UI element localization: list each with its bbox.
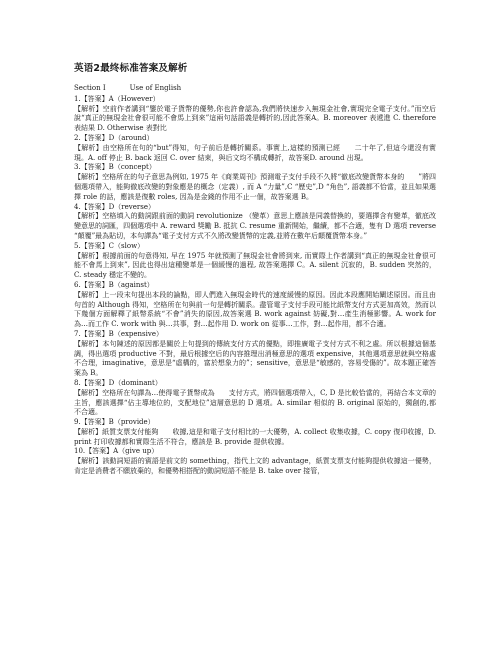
answer-line: 2.【答案】D（around） — [74, 133, 154, 142]
answer-item — [74, 242, 436, 281]
answer-line: 8.【答案】D（dominant） — [74, 378, 162, 387]
explanation-text: 【解析】空格所在句譯為…使得電子貨幣成為 支付方式，將四個選項帶入，C, D 是比較恰當的，再結合本文章的主旨，應該選擇“佔主導地位的，支配地位”這層意思的 D 選項。A. similar 相似的 B. original 原始的，獨創的,都不合適。 — [74, 388, 436, 417]
explanation-text: 【解析】空格所在的句子意思為例如, 1975 年《商業周刊》預測電子支付手段不久將“徹底改變貨幣本身的 ”將四個選項帶入，能夠徹底改變的對象應是的概念（定義）, 而 A “力量”,C “歷史”,D “角色”, 語義都不恰當，並且如果選擇 role 的話，應該是復數 roles, 因為是金錢的作用不止一個，故答案選 B。 — [74, 173, 436, 201]
section-label: Use of English — [129, 84, 182, 92]
answer-line: 10.【答案】A（give up） — [74, 447, 159, 456]
answer-line: 9.【答案】B（provide） — [74, 418, 155, 427]
explanation-text: 【解析】該動詞短語的賓語是前文的 something，指代上文的 advantage，紙質支票支付能夠提供收據這一優勢，肯定是消費者不願放棄的，和優勢相搭配的動詞短語不能是 B. take over 接管， — [74, 457, 436, 476]
section-heading — [74, 84, 436, 94]
explanation-text: 【解析】上一段末句提出本段的論點，即人們進入無現金時代的速度緩慢的原因。因此本段應開始闡述原因。而且由句首的 Although 得知，空格所在句與前一句是轉折關系。盡管電子支付手段可能比紙幣支付方式更加高效，然而以下幾個方面解釋了紙幣系統“不會”消失的原因,故答案選 B. work against 妨礙,對…產生消極影響。A. work for 為…而工作 C. work with 與…共事，對…起作用 D. work on 從事…工作，對…起作用，都不合適。 — [74, 290, 436, 329]
explanation-text: 【解析】本句陳述的原因都是關於上句提到的傳統支付方式的優點，即推廣電子支付方式不利之處。所以根據這個基調，得出選項 productive 不對，最后根據空后的內容推理出消極意思的選項 expensive，其他選項意思就與空格處不合理，imaginative，意思是“虛構的，富於想象力的”；sensitive，意思是“敏感的，容易受傷的”。故本題正確答案為 B。 — [74, 339, 436, 378]
answer-line: 5.【答案】C（slow） — [74, 241, 145, 250]
answer-line: 1.【答案】A（However） — [74, 94, 160, 103]
section-name: Section I — [74, 84, 106, 92]
answer-line: 7.【答案】B（expensive） — [74, 329, 163, 338]
answer-item — [74, 203, 436, 242]
explanation-text: 【解析】由空格所在句的“but”得知，句子前后是轉折關系。事實上,這樣的預測已經 二十年了,但這今還沒有實現。A. off 停止 B. back 返回 C. over 結束，與后文均不構成轉折，故答案D. around 出現。 — [74, 143, 436, 162]
answer-item — [74, 418, 436, 447]
answer-line: 6.【答案】B（against） — [74, 280, 154, 289]
document-title: 英语2最终标准答案及解析 — [74, 63, 188, 74]
answer-item — [74, 281, 436, 330]
answer-item — [74, 447, 436, 476]
explanation-text: 【解析】紙質支票支付能夠 收據,這是和電子支付相比的一大優勢，A. collect 收集收據，C. copy 復印收據，D. print 打印收據都和實際生活不符合，應該是 B. provide 提供收據。 — [74, 427, 436, 446]
explanation-text: 【解析】根據前面的句意得知, 早在 1975 年就預測了無現金社會將到來, 而實際上作者講到“真正的無現金社會很可能不會馬上到來”, 因此也得出這種變革是一個緩慢的過程, 故答案選擇 C。A. silent 沉寂的，B. sudden 突然的，C. steady 穩定不變的。 — [74, 251, 436, 280]
answer-item — [74, 379, 436, 418]
answer-line: 4.【答案】D（reverse） — [74, 202, 155, 211]
answer-item — [74, 95, 436, 134]
answer-line: 3.【答案】B（concept） — [74, 163, 156, 172]
explanation-text: 【解析】空前作者講到“鑒於電子貨幣的優勢,你也許會認為,我們將快速步入無現金社會,實現完全電子支付。”而空后說“真正的無現金社會很可能不會馬上到來”這兩句話語義是轉折的,因此答案A。B. moreover 表遞進 C. therefore 表結果 D. Otherwise 表對比 — [74, 104, 436, 133]
explanation-text: 【解析】空格填入的動詞跟前面的動詞 revolutionize （變革）意思上應該是同義替換的，要選擇含有變革，徹底改變意思的詞匯，四個選項中 A. reward 獎勵 B. 抵抗 C. resume 重新開始，繼續，都不合適，隻有 D 選項 reverse “顛覆”最為貼切，本句譯為“電子支付方式不久將改變貨幣的定義,並將在數年后顛覆貨幣本身。” — [74, 212, 436, 240]
answer-item — [74, 330, 436, 379]
document-body — [74, 84, 436, 477]
answer-item — [74, 134, 436, 163]
answer-item — [74, 163, 436, 202]
